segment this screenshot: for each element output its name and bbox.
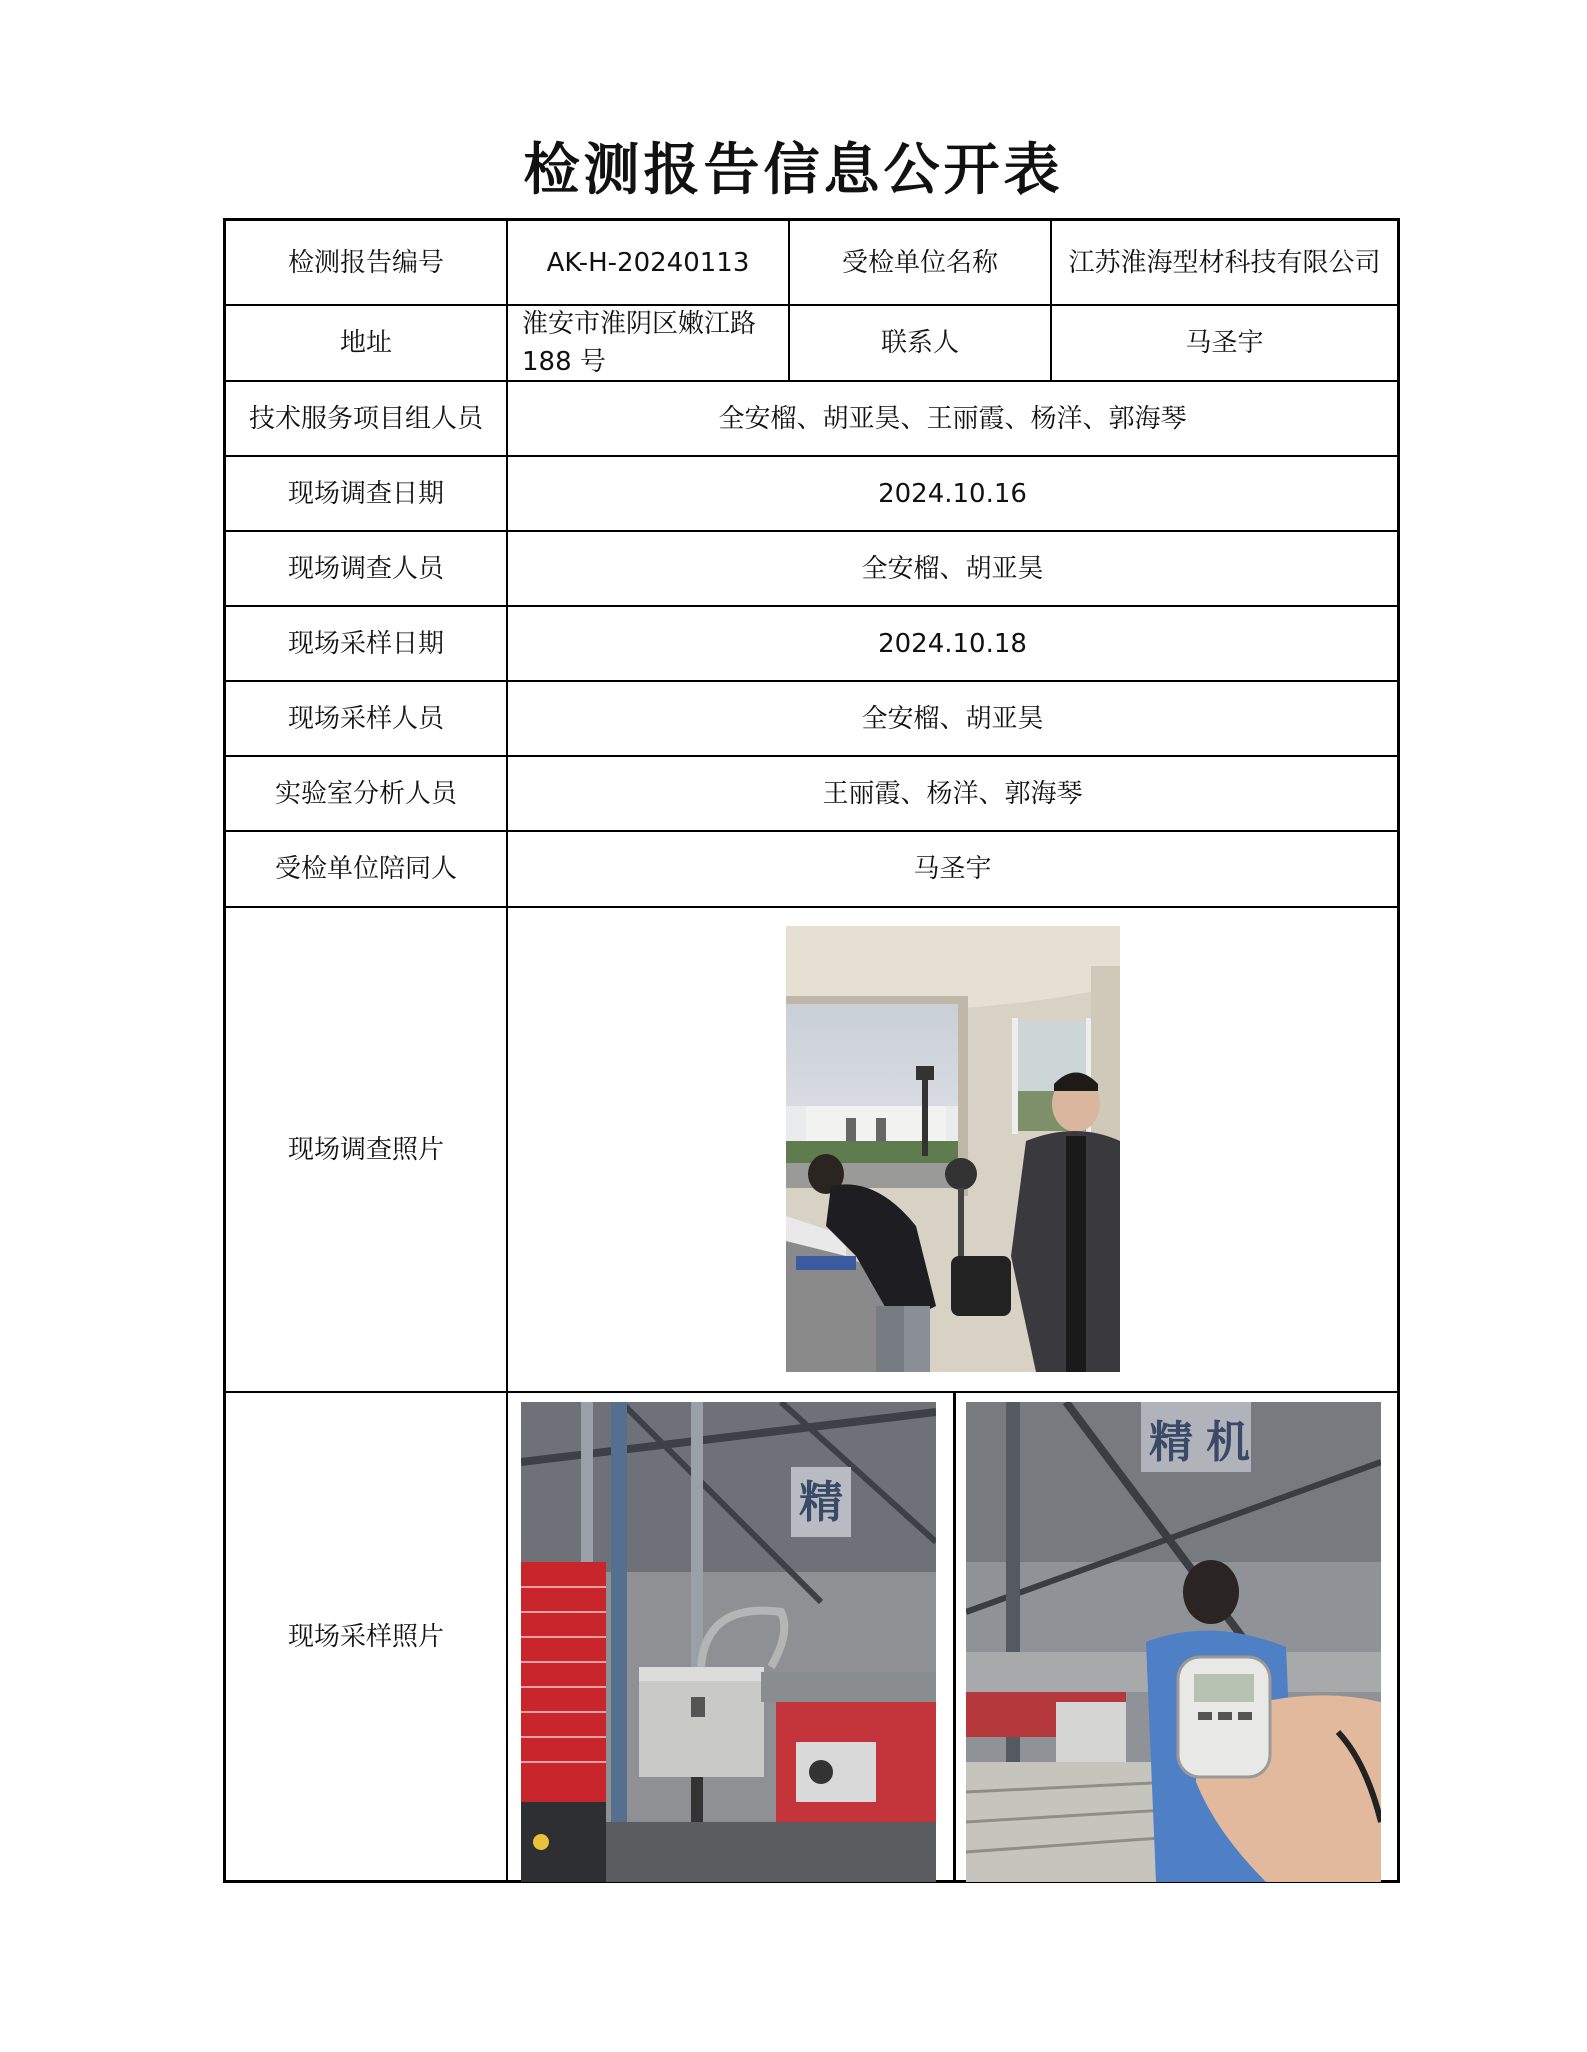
team-label: 技术服务项目组人员 [226, 382, 508, 457]
unit-name-value: 江苏淮海型材科技有限公司 [1052, 221, 1397, 306]
page-title: 检测报告信息公开表 [523, 137, 1064, 203]
contact-value: 马圣宇 [1052, 306, 1397, 382]
escort-value: 马圣宇 [508, 832, 1397, 908]
report-no-label: 检测报告编号 [226, 221, 508, 306]
address-label: 地址 [226, 306, 508, 382]
survey-date-value: 2024.10.16 [508, 457, 1397, 532]
survey-staff-label: 现场调查人员 [226, 532, 508, 607]
sampling-staff-value: 全安榴、胡亚昊 [508, 682, 1397, 757]
report-no-value: AK-H-20240113 [508, 221, 790, 306]
sampling-date-label: 现场采样日期 [226, 607, 508, 682]
survey-staff-value: 全安榴、胡亚昊 [508, 532, 1397, 607]
lab-staff-label: 实验室分析人员 [226, 757, 508, 832]
escort-label: 受检单位陪同人 [226, 832, 508, 908]
team-value: 全安榴、胡亚昊、王丽霞、杨洋、郭海琴 [508, 382, 1397, 457]
photo-divider [953, 1393, 956, 1880]
svg-text:精: 精 [1149, 1417, 1193, 1468]
survey-date-label: 现场调查日期 [226, 457, 508, 532]
svg-text:精: 精 [799, 1477, 843, 1528]
sampling-staff-label: 现场采样人员 [226, 682, 508, 757]
address-value: 淮安市淮阴区嫩江路 188 号 [508, 306, 790, 382]
svg-text:机: 机 [1206, 1417, 1250, 1468]
sampling-photo-2 [966, 1402, 1381, 1882]
survey-photo [786, 926, 1120, 1372]
survey-photo-label: 现场调查照片 [226, 908, 508, 1393]
lab-staff-value: 王丽霞、杨洋、郭海琴 [508, 757, 1397, 832]
sampling-photo-label: 现场采样照片 [226, 1393, 508, 1880]
sampling-date-value: 2024.10.18 [508, 607, 1397, 682]
sampling-photo-1 [521, 1402, 936, 1882]
unit-name-label: 受检单位名称 [790, 221, 1052, 306]
contact-label: 联系人 [790, 306, 1052, 382]
